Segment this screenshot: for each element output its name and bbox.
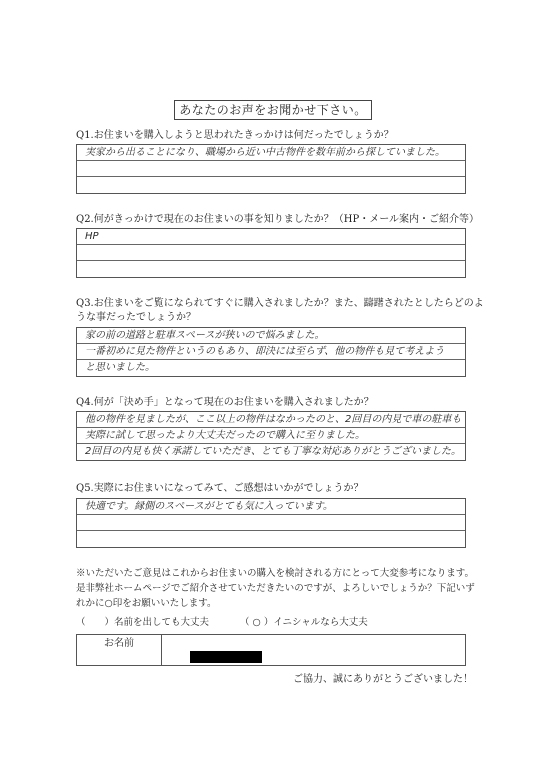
q3-answer-box — [76, 327, 466, 377]
q4-answer-line: 2回目の内見も快く承諾していただき、とても丁寧な対応ありがとうございました。 — [85, 446, 461, 457]
q2-label: Q2.何がきっかけで現在のお住まいの事を知りましたか？（HP・メール案内・ご紹介等） — [76, 214, 479, 225]
name-label: お名前 — [77, 635, 162, 665]
q5-label: Q5.実際にお住まいになってみて、ご感想はいかがでしょうか？ — [76, 483, 364, 494]
page-title: あなたのお声をお聞かせ下さい。 — [174, 100, 372, 120]
notice-line-1: ※いただいたご意見はこれからお住まいの購入を検討される方にとって大変参考になります。 — [76, 568, 475, 579]
q4-answer-box — [76, 411, 466, 461]
name-table — [76, 634, 466, 666]
q1-answer-line: 実家から出ることになり、職場から近い中古物件を数年前から探していました。 — [77, 145, 465, 161]
q2-answer-line — [77, 261, 465, 277]
q3-answer-line: と思いました。 — [85, 362, 155, 373]
q1-answer-line — [77, 161, 465, 177]
q5-answer-box — [76, 498, 466, 548]
closing-message: ご協力、誠にありがとうございました！ — [293, 674, 473, 685]
q1-answer-line — [77, 177, 465, 193]
redacted-name — [190, 651, 262, 663]
q3-answer-line: 家の前の道路と駐車スペースが狭いので悩みました。 — [77, 328, 465, 344]
q1-answer-box — [76, 144, 466, 194]
q3-answer-line: 一番初めに見た物件というのもあり、即決には至らず、他の物件も見て考えよう — [77, 344, 465, 360]
name-field — [162, 635, 465, 665]
q5-answer-line — [77, 531, 465, 547]
q4-label: Q4.何が「決め手」となって現在のお住まいを購入されましたか？ — [76, 397, 374, 408]
q4-answer-line: 他の物件を見ましたが、ここ以上の物件はなかったのと、2回目の内見で車の駐車も — [77, 412, 465, 428]
q2-answer-line — [77, 245, 465, 261]
q5-answer-line — [77, 515, 465, 531]
option-name-ok[interactable]: （ ）名前を出しても大丈夫 — [76, 617, 210, 628]
q1-label: Q1.お住まいを購入しようと思われたきっかけは何だったでしょうか？ — [76, 130, 394, 141]
q3-label-line-2: うな事だったでしょうか？ — [76, 312, 196, 323]
q2-answer-box — [76, 228, 466, 278]
q5-answer-line: 快適です。縁側のスペースがとても気に入っています。 — [77, 499, 465, 515]
q3-label-line-1: Q3.お住まいをご覧になられてすぐに購入されましたか？また、躊躇されたとしたらどのよ — [76, 298, 484, 309]
q2-answer-line: HP — [77, 229, 465, 245]
option-initials-ok[interactable]: （ ○ ）イニシャルなら大丈夫 — [240, 617, 368, 628]
notice-line-3: れかに○印をお願いいたします。 — [76, 598, 217, 609]
notice-line-2: 是非弊社ホームページでご紹介させていただきたいのですが、よろしいでしょうか？下記いず — [76, 583, 475, 594]
q4-answer-line: 実際に試して思ったより大丈夫だったので購入に至りました。 — [77, 428, 465, 444]
